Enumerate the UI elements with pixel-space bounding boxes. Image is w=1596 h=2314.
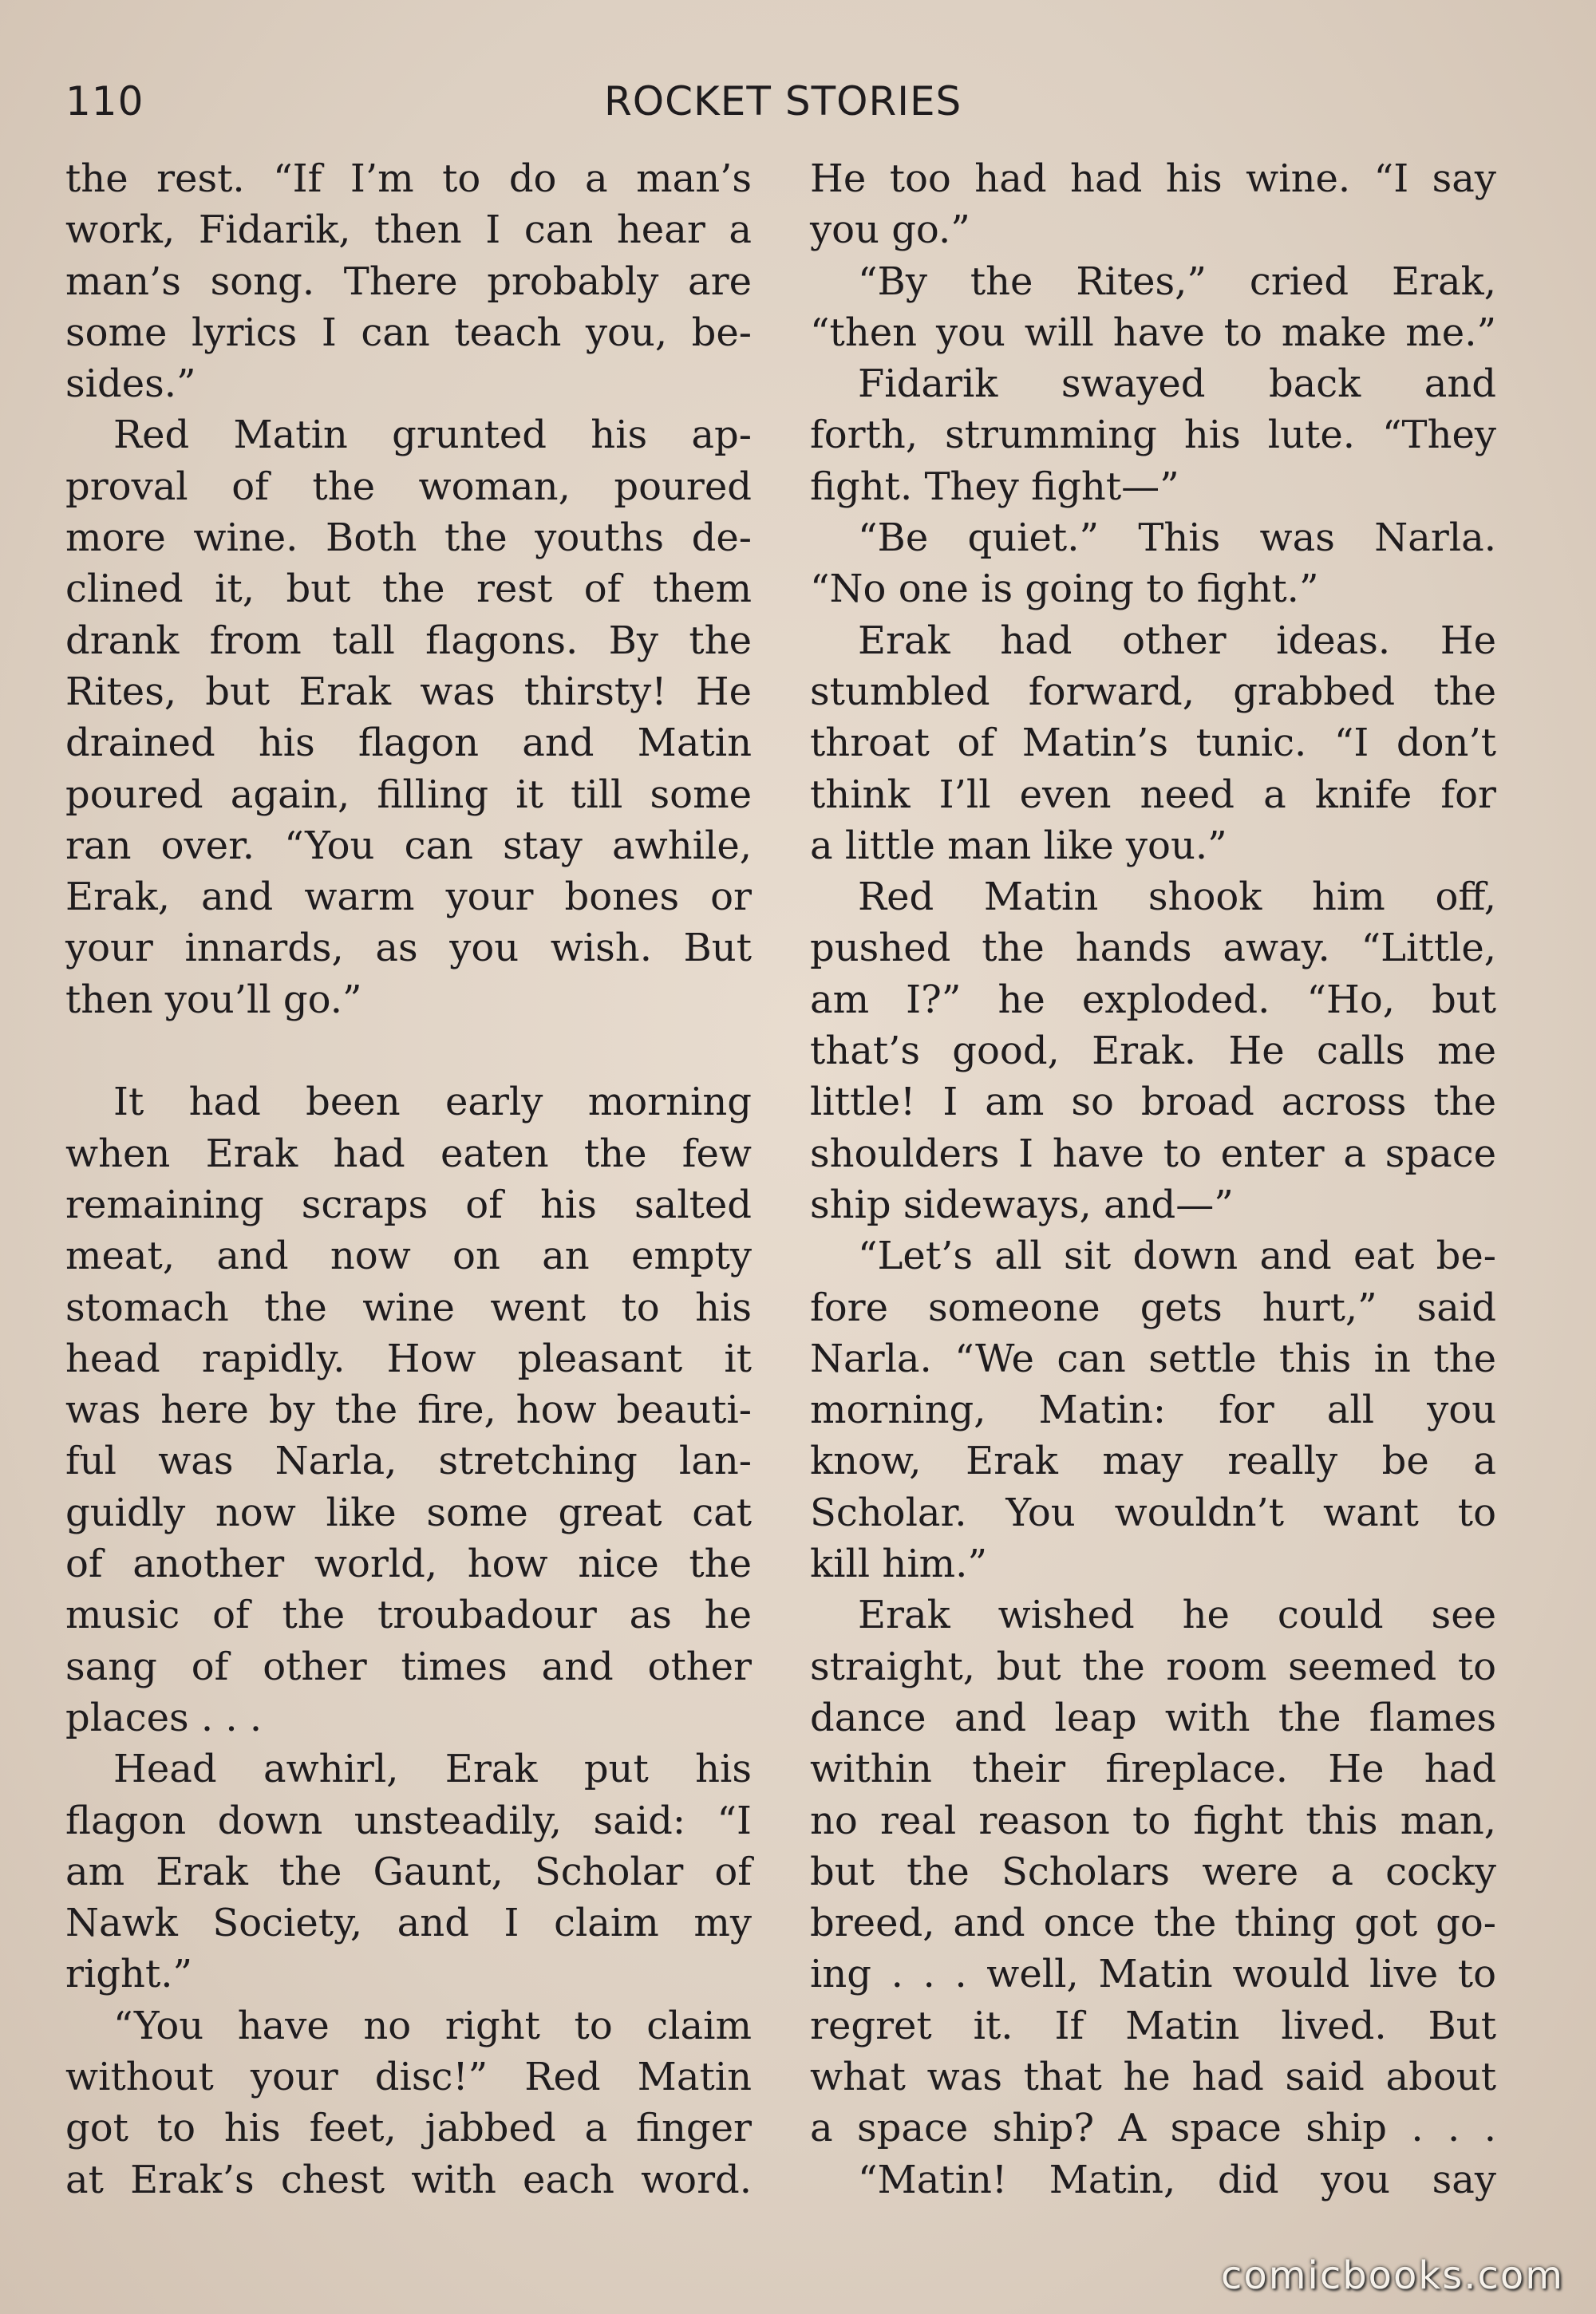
text-line: some lyrics I can teach you, be- bbox=[65, 310, 752, 355]
text-line: “then you will have to make me.” bbox=[810, 310, 1496, 355]
text-line: remaining scraps of his salted bbox=[65, 1182, 752, 1227]
text-line: “Let’s all sit down and eat be- bbox=[858, 1234, 1496, 1279]
text-line: what was that he had said about bbox=[810, 2054, 1496, 2099]
text-line: “Be quiet.” This was Narla. bbox=[858, 515, 1496, 561]
text-line: Red Matin shook him off, bbox=[858, 875, 1496, 920]
text-line: more wine. Both the youths de- bbox=[65, 515, 752, 561]
text-line: you go.” bbox=[810, 207, 970, 253]
text-line: am Erak the Gaunt, Scholar of bbox=[65, 1849, 752, 1894]
text-line: Narla. “We can settle this in the bbox=[810, 1336, 1496, 1381]
text-line: of another world, how nice the bbox=[65, 1542, 752, 1587]
text-line: drained his flagon and Matin bbox=[65, 721, 752, 766]
text-line: poured again, filling it till some bbox=[65, 772, 752, 817]
text-line: Rites, but Erak was thirsty! He bbox=[65, 669, 752, 714]
text-line: sang of other times and other bbox=[65, 1644, 752, 1689]
text-line: ful was Narla, stretching lan- bbox=[65, 1439, 752, 1484]
text-line: without your disc!” Red Matin bbox=[65, 2054, 752, 2099]
text-line: a little man like you.” bbox=[810, 823, 1227, 868]
text-line: regret it. If Matin lived. But bbox=[810, 2003, 1496, 2048]
text-line: proval of the woman, poured bbox=[65, 464, 752, 509]
watermark: comicbooks.com bbox=[1220, 2253, 1564, 2298]
text-line: “By the Rites,” cried Erak, bbox=[858, 259, 1496, 304]
text-line: stumbled forward, grabbed the bbox=[810, 669, 1496, 714]
text-line: think I’ll even need a knife for bbox=[810, 772, 1496, 817]
text-line: pushed the hands away. “Little, bbox=[810, 926, 1496, 971]
text-line: little! I am so broad across the bbox=[810, 1080, 1496, 1125]
text-line: that’s good, Erak. He calls me bbox=[810, 1029, 1496, 1074]
text-line: got to his feet, jabbed a finger bbox=[65, 2106, 752, 2151]
text-line: fight. They fight—” bbox=[810, 464, 1179, 509]
text-line: “You have no right to claim bbox=[113, 2003, 752, 2048]
page-header bbox=[65, 78, 1502, 134]
text-line: man’s song. There probably are bbox=[65, 259, 752, 304]
text-line: right.” bbox=[65, 1952, 193, 1997]
text-line: Red Matin grunted his ap- bbox=[113, 413, 752, 458]
text-line: kill him.” bbox=[810, 1542, 987, 1587]
text-line: guidly now like some great cat bbox=[65, 1490, 752, 1535]
text-line: then you’ll go.” bbox=[65, 977, 362, 1022]
text-line: fore someone gets hurt,” said bbox=[810, 1285, 1496, 1330]
text-line: Scholar. You wouldn’t want to bbox=[810, 1490, 1496, 1535]
text-line: no real reason to fight this man, bbox=[810, 1798, 1496, 1843]
text-line: straight, but the room seemed to bbox=[810, 1644, 1496, 1689]
text-line: ship sideways, and—” bbox=[810, 1182, 1234, 1227]
right-text-column bbox=[810, 153, 1496, 2205]
running-title: ROCKET STORIES bbox=[604, 78, 962, 124]
text-line: breed, and once the thing got go- bbox=[810, 1901, 1496, 1946]
text-line: shoulders I have to enter a space bbox=[810, 1131, 1496, 1176]
text-line: Head awhirl, Erak put his bbox=[113, 1747, 752, 1792]
text-line: ran over. “You can stay awhile, bbox=[65, 823, 752, 868]
text-line: work, Fidarik, then I can hear a bbox=[65, 207, 752, 253]
text-line: morning, Matin: for all you bbox=[810, 1388, 1496, 1433]
text-line: dance and leap with the flames bbox=[810, 1695, 1496, 1740]
text-line: know, Erak may really be a bbox=[810, 1439, 1496, 1484]
text-line: am I?” he exploded. “Ho, but bbox=[810, 977, 1496, 1022]
text-line: at Erak’s chest with each word. bbox=[65, 2157, 752, 2202]
text-line: was here by the fire, how beauti- bbox=[65, 1388, 752, 1433]
text-line: head rapidly. How pleasant it bbox=[65, 1336, 752, 1381]
text-line: Erak had other ideas. He bbox=[858, 618, 1496, 663]
text-line: ing . . . well, Matin would live to bbox=[810, 1952, 1496, 1997]
text-line: your innards, as you wish. But bbox=[65, 926, 752, 971]
text-line: Erak wished he could see bbox=[858, 1593, 1496, 1638]
text-line: clined it, but the rest of them bbox=[65, 567, 752, 612]
text-line: but the Scholars were a cocky bbox=[810, 1849, 1496, 1894]
text-line: It had been early morning bbox=[113, 1080, 752, 1125]
text-line: stomach the wine went to his bbox=[65, 1285, 752, 1330]
text-line: Nawk Society, and I claim my bbox=[65, 1901, 752, 1946]
text-line: when Erak had eaten the few bbox=[65, 1131, 752, 1176]
text-line: “No one is going to fight.” bbox=[810, 567, 1319, 612]
text-line bbox=[65, 1025, 752, 1076]
text-line: flagon down unsteadily, said: “I bbox=[65, 1798, 752, 1843]
text-line: Fidarik swayed back and bbox=[858, 361, 1496, 407]
left-text-column bbox=[65, 153, 752, 2205]
text-line: “Matin! Matin, did you say bbox=[858, 2157, 1496, 2202]
text-line: He too had had his wine. “I say bbox=[810, 156, 1496, 201]
text-line: Erak, and warm your bones or bbox=[65, 875, 752, 920]
text-line: the rest. “If I’m to do a man’s bbox=[65, 156, 752, 201]
text-line: drank from tall flagons. By the bbox=[65, 618, 752, 663]
text-line: a space ship? A space ship . . . bbox=[810, 2106, 1496, 2151]
text-line: forth, strumming his lute. “They bbox=[810, 413, 1496, 458]
text-line: music of the troubadour as he bbox=[65, 1593, 752, 1638]
text-line: meat, and now on an empty bbox=[65, 1234, 752, 1279]
text-line: places . . . bbox=[65, 1695, 263, 1740]
page-number: 110 bbox=[65, 78, 144, 124]
text-line: sides.” bbox=[65, 361, 196, 407]
text-line: throat of Matin’s tunic. “I don’t bbox=[810, 721, 1496, 766]
text-line: within their fireplace. He had bbox=[810, 1747, 1496, 1792]
